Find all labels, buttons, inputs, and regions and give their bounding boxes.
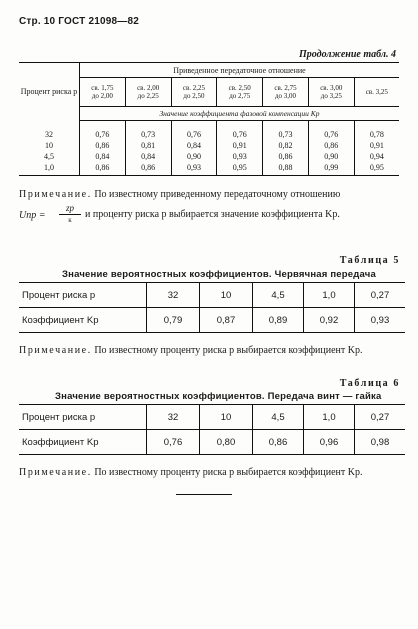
coefficient-column: 0,73 0,81 0,84 0,86	[125, 121, 171, 176]
row-label: Коэффициент Kp	[19, 430, 147, 455]
table-cell: 0,93	[355, 308, 406, 333]
row-label: Коэффициент Kp	[19, 308, 147, 333]
note-text: По известному проценту риска p выбирается коэффициент Kp.	[94, 345, 363, 356]
note-label: Примечание.	[19, 467, 92, 478]
table-cell: 0,96	[304, 430, 355, 455]
table-cell: 0,86	[253, 430, 304, 455]
table-cell: 1,0	[304, 405, 355, 430]
range-header: св. 2,00 до 2,25	[125, 78, 171, 107]
table-row	[19, 405, 405, 430]
coefficient-column: 0,76 0,91 0,93 0,95	[217, 121, 263, 176]
range-header: св. 3,00 до 3,25	[308, 78, 354, 107]
table-cell: 4,5	[253, 405, 304, 430]
coefficient-header: Значение коэффициента фазовой компенсации Kp	[80, 107, 400, 121]
table-row	[19, 283, 405, 308]
note-label: Примечание.	[19, 189, 92, 200]
formula-lhs: Uпр =	[19, 210, 46, 221]
coefficient-column: 0,73 0,82 0,86 0,88	[263, 121, 309, 176]
note-table-6	[19, 466, 405, 480]
note-table-5	[19, 344, 405, 358]
note-text-continued: и проценту риска p выбирается значение коэффициента Kp.	[85, 209, 340, 220]
note-table-4	[19, 188, 399, 202]
note-text: По известному приведенному передаточному отношению	[94, 189, 341, 200]
table-cell: 32	[147, 283, 200, 308]
table-cell: 10	[200, 405, 253, 430]
table-cell: 1,0	[304, 283, 355, 308]
table-cell: 0,76	[147, 430, 200, 455]
table-row	[19, 308, 405, 333]
range-header: св. 3,25	[354, 78, 399, 107]
table-5-number: Таблица 5	[339, 255, 400, 266]
table-5-title: Значение вероятностных коэффициентов. Червячная передача	[62, 269, 376, 280]
row-label: Процент риска p	[19, 405, 147, 430]
coefficient-column: 0,76 0,84 0,90 0,93	[171, 121, 217, 176]
table-cell: 0,79	[147, 308, 200, 333]
table-cell: 0,98	[355, 430, 406, 455]
table-cell: 0,27	[355, 283, 406, 308]
risk-column-header: Процент риска p	[19, 63, 80, 121]
coefficient-column: 0,78 0,91 0,94 0,95	[354, 121, 399, 176]
table-cell: 0,89	[253, 308, 304, 333]
table-continuation-label: Продолжение табл. 4	[298, 49, 396, 60]
ratio-group-header: Приведенное передаточное отношение	[80, 63, 400, 78]
range-header: св. 2,50 до 2,75	[217, 78, 263, 107]
note-text: По известному проценту риска p выбирается коэффициент Kp.	[94, 467, 363, 478]
risk-values-cell: 32 10 4,5 1,0	[19, 121, 80, 176]
table-6-number: Таблица 6	[339, 378, 400, 389]
table-cell: 0,92	[304, 308, 355, 333]
table-row	[19, 430, 405, 455]
table-cell: 0,80	[200, 430, 253, 455]
row-label: Процент риска p	[19, 283, 147, 308]
table-5	[19, 282, 405, 333]
coefficient-column: 0,76 0,86 0,84 0,86	[80, 121, 126, 176]
table-cell: 4,5	[253, 283, 304, 308]
table-cell: 10	[200, 283, 253, 308]
formula-fraction: zp к	[59, 202, 81, 225]
table-4	[19, 62, 399, 176]
table-cell: 0,27	[355, 405, 406, 430]
coefficient-column: 0,76 0,86 0,90 0,99	[308, 121, 354, 176]
table-6-title: Значение вероятностных коэффициентов. Передача винт — гайка	[55, 391, 382, 402]
table-6	[19, 404, 405, 455]
ratio-formula	[19, 202, 399, 238]
end-rule	[176, 494, 232, 495]
range-header: св. 2,75 до 3,00	[263, 78, 309, 107]
range-header: св. 1,75 до 2,00	[80, 78, 126, 107]
note-label: Примечание.	[19, 345, 92, 356]
range-header: св. 2,25 до 2,50	[171, 78, 217, 107]
table-cell: 32	[147, 405, 200, 430]
page-header: Стр. 10 ГОСТ 21098—82	[19, 16, 139, 27]
table-cell: 0,87	[200, 308, 253, 333]
